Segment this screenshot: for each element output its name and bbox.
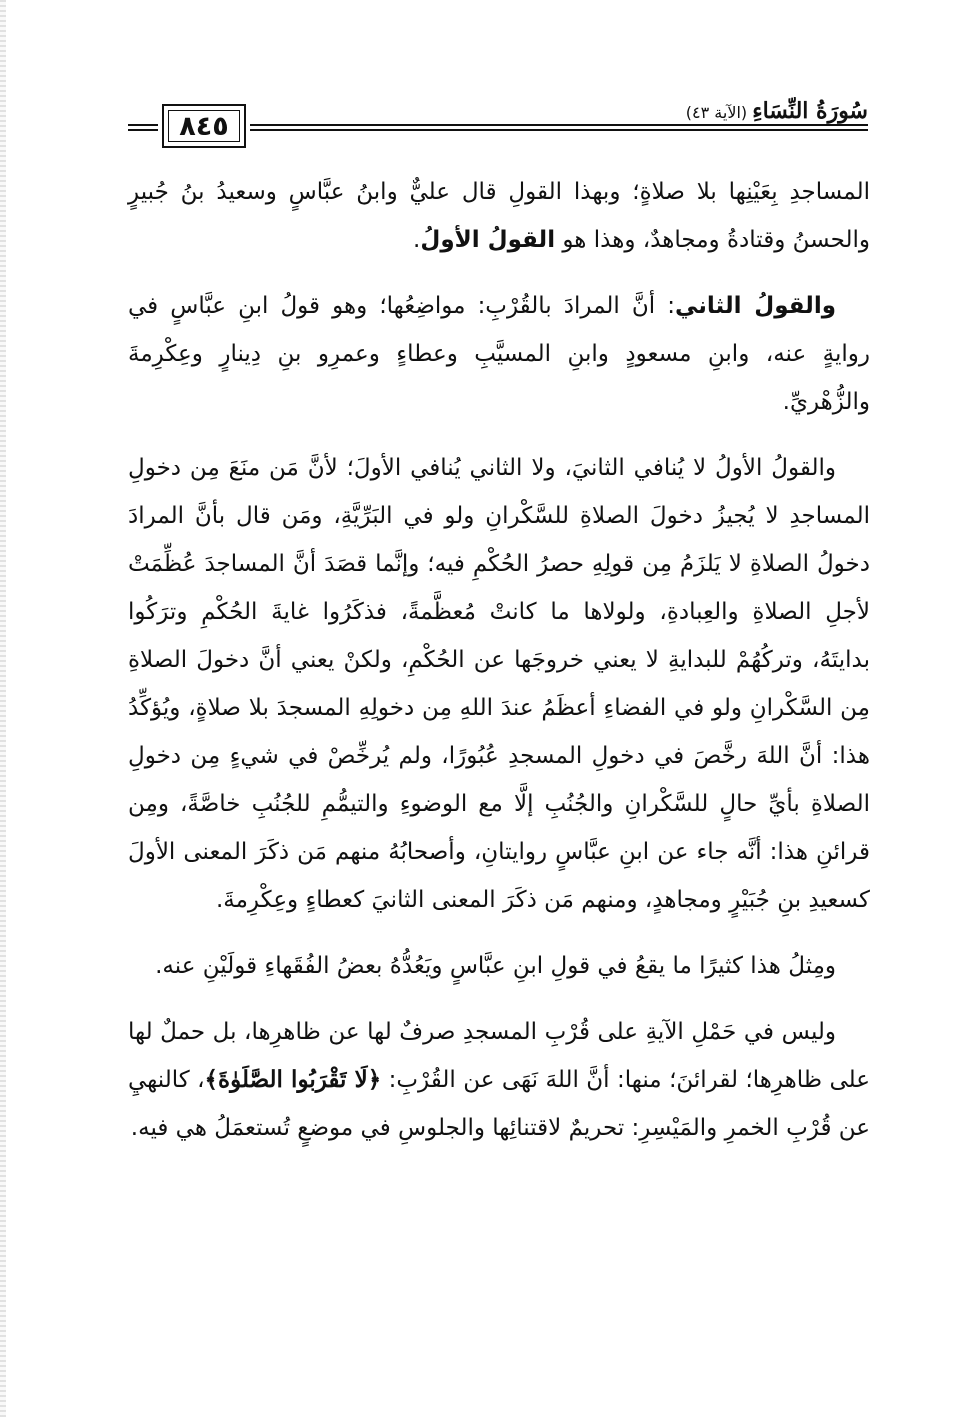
page-number: ٨٤٥ [179, 110, 229, 142]
text-run: المساجدِ بِعَيْنِها بلا صلاةٍ؛ وبهذا القولِ قال عليٌّ وابنُ عبَّاسٍ وسعيدُ بنُ جُبيرٍ والحسنُ وقتادةُ ومجاهدٌ، وهذا هو [128, 179, 870, 253]
text-run: وليس في حَمْلِ الآيةِ على قُرْبِ المسجدِ صرفٌ لها عن ظاهرِها، بل حملٌ لها على ظاهرِها؛ لقرائنَ؛ منها: أنَّ اللهَ نَهَى عن القُرْبِ: [128, 1019, 870, 1093]
page-body [128, 168, 870, 1170]
page-header [128, 98, 868, 154]
paragraph [128, 444, 870, 924]
paragraph [128, 942, 870, 990]
header-rule [250, 129, 868, 131]
bold-term: القولُ الأولُ [420, 227, 556, 253]
bold-term: والقولُ الثاني [675, 293, 836, 319]
running-head [676, 98, 868, 124]
verse-reference: (الآية ٤٣) [685, 103, 748, 122]
paragraph [128, 282, 870, 426]
header-rule [250, 124, 868, 126]
text-run: . [413, 227, 421, 253]
text-run: ومِثلُ هذا كثيرًا ما يقعُ في قولِ ابنِ عبَّاسٍ ويَعُدُّهُ بعضُ الفُقَهاءِ قولَيْنِ عنه. [155, 953, 836, 979]
page-number-box [162, 104, 246, 148]
paragraph [128, 168, 870, 264]
header-rule [128, 129, 158, 131]
text-run: ، كالنهيِ عن قُرْبِ الخمرِ والمَيْسِرِ: تحريمٌ لاقتنائِها والجلوسِ في موضعٍ تُستعمَلُ هي فيه. [128, 1067, 870, 1141]
paragraph [128, 1008, 870, 1152]
sura-title: سُورَةُ النِّسَاءِ [752, 98, 868, 124]
header-rule [128, 124, 158, 126]
text-run: والقولُ الأولُ لا يُنافي الثانيَ، ولا الثاني يُنافي الأولَ؛ لأنَّ مَن منَعَ مِن دخولِ المساجدِ لا يُجيزُ دخولَ الصلاةِ للسَّكْرانِ ولو في البَرِّيَّةِ، ومَن قال بأنَّ المرادَ دخولُ الصلاةِ لا يَلزَمُ مِن قولِهِ حصرُ الحُكْمِ فيه؛ وإنَّما قصَدَ أنَّ المساجدَ عُظِّمَتْ لأجلِ الصلاةِ والعِبادةِ، ولولاها ما كانتْ مُعظَّمةً، فذكَرُوا غايةَ الحُكْمِ وترَكُوا بدايتَهُ، وتركُهُمْ للبدايةِ لا يعني خروجَها عن الحُكْمِ، ولكنْ يعني أنَّ دخولَ الصلاةِ مِن السَّكْرانِ ولو في الفضاءِ أعظَمُ عندَ اللهِ مِن دخولِهِ المسجدَ بلا صلاةٍ، ويُؤكِّدُ هذا: أنَّ اللهَ رخَّصَ في دخولِ المسجدِ عُبُورًا، ولم يُرخِّصْ في شيءٍ مِن دخولِ الصلاةِ بأيِّ حالٍ للسَّكْرانِ والجُنُبِ إلَّا مع الوضوءِ والتيمُّمِ للجُنُبِ خاصَّةً، ومِن قرائنِ هذا: أنَّه جاء عن ابنِ عبَّاسٍ روايتانِ، وأصحابُهُ منهم مَن ذكَرَ المعنى الأولَ كسعيدِ بنِ جُبَيْرٍ ومجاهدٍ، ومنهم مَن ذكَرَ المعنى الثانيَ كعطاءٍ وعِكْرِمةَ. [128, 455, 870, 913]
text-run: : أنَّ المرادَ بالقُرْبِ: مواضِعُها؛ وهو قولُ ابنِ عبَّاسٍ في روايةٍ عنه، وابنِ مسعودٍ وابنِ المسيَّبِ وعطاءٍ وعمرِو بنِ دِينارٍ وعِكْرِمةَ والزُّهْريِّ. [128, 293, 870, 415]
quran-quote: ﴿لَا تَقْرَبُوا الصَّلَوٰةَ﴾ [204, 1066, 382, 1093]
scan-edge [0, 0, 6, 1417]
